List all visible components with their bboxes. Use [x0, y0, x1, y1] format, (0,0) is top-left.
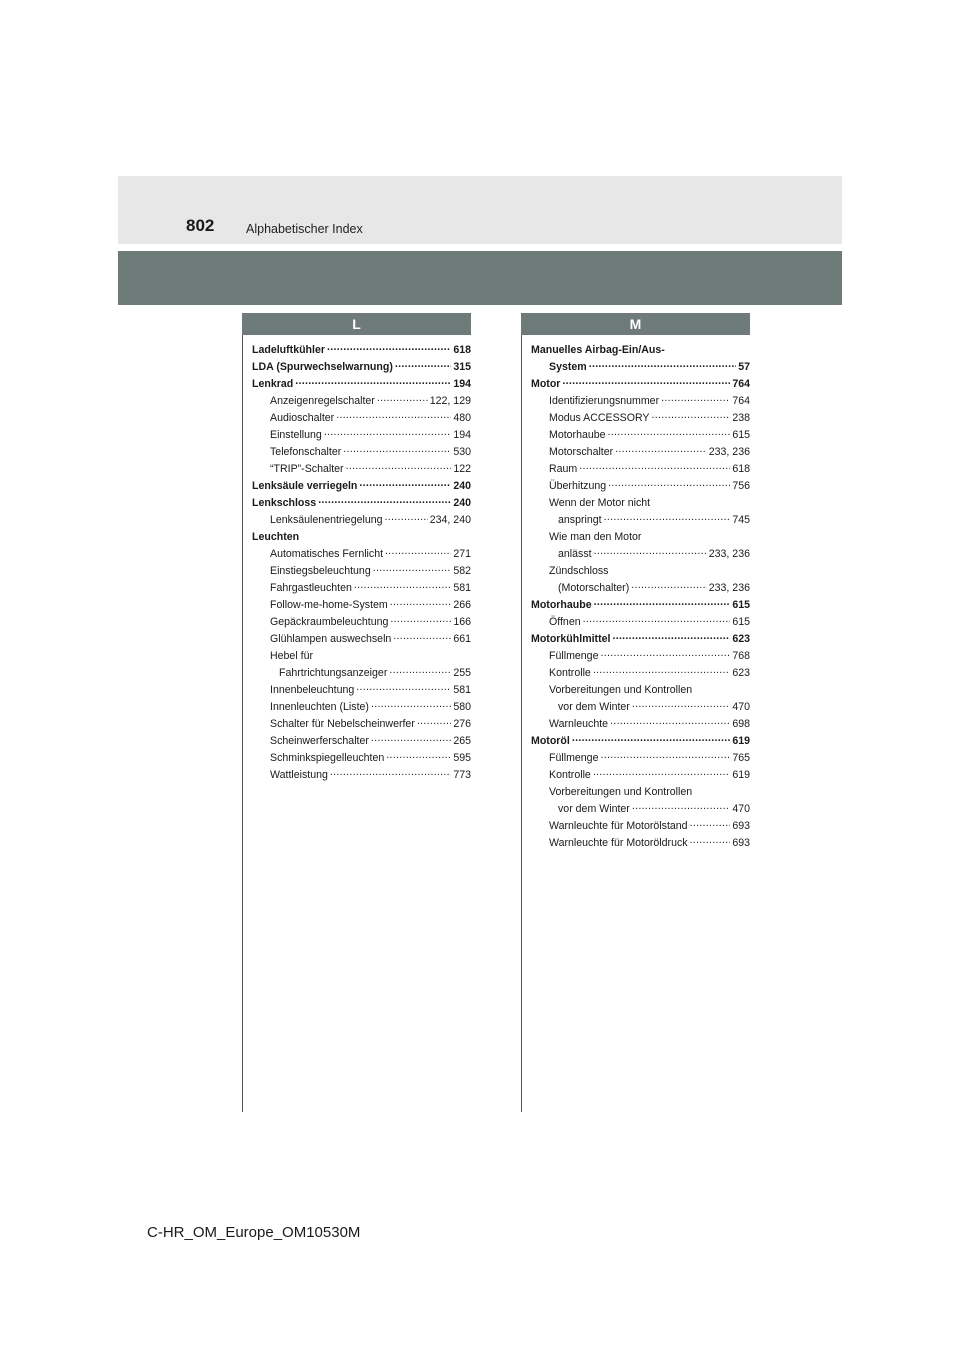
index-entry	[531, 750, 750, 767]
index-entry-term: Gepäckraumbeleuchtung	[270, 616, 389, 628]
index-entry-term: Motorhaube	[549, 429, 606, 441]
index-entry-page: 271	[453, 548, 471, 560]
dot-leader	[346, 462, 452, 472]
index-entry-term: Vorbereitungen und Kontrollen	[549, 786, 693, 798]
index-entry-page: 122, 129	[429, 395, 471, 407]
dot-leader	[594, 598, 731, 608]
index-entry-term: Öffnen	[549, 616, 581, 628]
dot-leader	[373, 564, 452, 574]
index-entry	[252, 716, 471, 733]
index-entry-page: 470	[732, 803, 750, 815]
index-entry-page: 619	[732, 769, 750, 781]
index-entry	[531, 393, 750, 410]
index-entry-page: 773	[453, 769, 471, 781]
dot-leader	[389, 666, 451, 676]
index-entry-page: 580	[453, 701, 471, 713]
dot-leader	[593, 666, 731, 676]
index-entry	[252, 444, 471, 461]
index-entry-page: 57	[738, 361, 750, 373]
index-entry-term: Scheinwerferschalter	[270, 735, 369, 747]
index-entry-term: Audioschalter	[270, 412, 335, 424]
index-entry-term: Kontrolle	[549, 769, 591, 781]
index-entry	[252, 359, 471, 376]
index-entry-page: 238	[732, 412, 750, 424]
index-entry	[531, 342, 750, 359]
index-entry	[252, 614, 471, 631]
dot-leader	[371, 734, 451, 744]
dot-leader	[330, 768, 451, 778]
index-entry	[252, 427, 471, 444]
index-column-m	[531, 342, 750, 852]
index-entry-term: Innenleuchten (Liste)	[270, 701, 369, 713]
index-entry-page: 693	[732, 837, 750, 849]
index-entry	[252, 682, 471, 699]
index-entry	[252, 733, 471, 750]
chapter-band	[118, 251, 842, 305]
index-entry	[531, 529, 750, 546]
dot-leader	[354, 581, 451, 591]
dot-leader	[632, 802, 730, 812]
section-title: Alphabetischer Index	[246, 222, 363, 236]
index-entry-term: Anzeigenregelschalter	[270, 395, 375, 407]
index-entry-term: Schalter für Nebelscheinwerfer	[270, 718, 415, 730]
index-entry	[531, 427, 750, 444]
dot-leader	[359, 479, 451, 489]
dot-leader	[690, 819, 731, 829]
index-entry-page: 122	[453, 463, 471, 475]
index-entry-term: anlässt	[558, 548, 592, 560]
index-entry	[252, 461, 471, 478]
index-entry	[252, 750, 471, 767]
index-entry-term: Fahrgastleuchten	[270, 582, 352, 594]
index-entry-page: 623	[732, 633, 750, 645]
dot-leader	[652, 411, 731, 421]
dot-leader	[390, 598, 452, 608]
index-entry	[531, 580, 750, 597]
dot-leader	[631, 581, 707, 591]
index-entry-term: Füllmenge	[549, 650, 599, 662]
index-entry-term: Motorschalter	[549, 446, 614, 458]
index-entry	[252, 631, 471, 648]
index-entry-term: Glühlampen auswechseln	[270, 633, 392, 645]
dot-leader	[327, 343, 451, 353]
dot-leader	[610, 717, 730, 727]
index-entry-page: 756	[732, 480, 750, 492]
index-entry-term: anspringt	[558, 514, 602, 526]
index-entry-term: Warnleuchte für Motorölstand	[549, 820, 688, 832]
dot-leader	[385, 513, 428, 523]
index-entry	[252, 376, 471, 393]
index-entry	[252, 699, 471, 716]
dot-leader	[593, 768, 731, 778]
index-entry-page: 693	[732, 820, 750, 832]
index-entry-term: Lenkschloss	[252, 497, 317, 509]
index-letter-tab-l: L	[242, 313, 471, 335]
dot-leader	[594, 547, 707, 557]
dot-leader	[417, 717, 451, 727]
index-entry-term: “TRIP”-Schalter	[270, 463, 344, 475]
index-entry-term: Wie man den Motor	[549, 531, 642, 543]
index-entry-page: 581	[453, 582, 471, 594]
index-entry-page: 623	[732, 667, 750, 679]
index-entry-term: Kontrolle	[549, 667, 591, 679]
index-entry-page: 698	[732, 718, 750, 730]
index-entry-term: Wattleistung	[270, 769, 328, 781]
index-entry-page: 315	[453, 361, 471, 373]
dot-leader	[395, 360, 451, 370]
index-entry-term: Follow-me-home-System	[270, 599, 388, 611]
dot-leader	[612, 632, 730, 642]
index-entry	[252, 767, 471, 784]
dot-leader	[336, 411, 451, 421]
index-entry-term: Modus ACCESSORY	[549, 412, 650, 424]
index-entry-page: 166	[453, 616, 471, 628]
index-entry-term: Schminkspiegelleuchten	[270, 752, 385, 764]
dot-leader	[600, 751, 730, 761]
dot-leader	[324, 428, 451, 438]
index-entry	[531, 376, 750, 393]
index-entry-term: Überhitzung	[549, 480, 607, 492]
index-entry-page: 619	[732, 735, 750, 747]
index-entry-page: 234, 240	[429, 514, 471, 526]
index-entry	[531, 563, 750, 580]
index-entry	[531, 665, 750, 682]
index-entry-page: 745	[732, 514, 750, 526]
index-entry-term: Einstellung	[270, 429, 322, 441]
index-entry-page: 764	[732, 378, 750, 390]
index-entry-term: Lenkrad	[252, 378, 294, 390]
index-entry-page: 480	[453, 412, 471, 424]
dot-leader	[385, 547, 451, 557]
index-entry	[531, 410, 750, 427]
index-entry-page: 233, 236	[708, 582, 750, 594]
index-entry-page: 595	[453, 752, 471, 764]
dot-leader	[632, 700, 730, 710]
dot-leader	[661, 394, 730, 404]
index-entry-term: Lenksäule verriegeln	[252, 480, 358, 492]
index-entry	[531, 444, 750, 461]
index-entry-page: 265	[453, 735, 471, 747]
index-entry-term: Innenbeleuchtung	[270, 684, 355, 696]
index-entry-page: 765	[732, 752, 750, 764]
index-entry-term: LDA (Spurwechselwarnung)	[252, 361, 393, 373]
index-entry-term: Warnleuchte für Motoröldruck	[549, 837, 688, 849]
index-entry	[252, 342, 471, 359]
document-id-footer: C-HR_OM_Europe_OM10530M	[147, 1224, 361, 1241]
dot-leader	[562, 377, 730, 387]
index-entry-term: Lenksäulenentriegelung	[270, 514, 383, 526]
index-entry-page: 615	[732, 616, 750, 628]
index-entry	[252, 648, 471, 665]
index-entry-page: 615	[732, 599, 750, 611]
index-entry	[531, 648, 750, 665]
page-number: 802	[186, 216, 215, 235]
column-divider-m	[521, 335, 522, 1112]
index-entry-page: 618	[732, 463, 750, 475]
index-entry	[531, 801, 750, 818]
dot-leader	[615, 445, 707, 455]
index-entry	[531, 614, 750, 631]
dot-leader	[604, 513, 731, 523]
index-entry-page: 470	[732, 701, 750, 713]
dot-leader	[589, 360, 737, 370]
index-entry-page: 266	[453, 599, 471, 611]
dot-leader	[608, 479, 730, 489]
header-bar	[118, 176, 842, 244]
index-entry-page: 276	[453, 718, 471, 730]
dot-leader	[393, 632, 451, 642]
index-entry	[531, 461, 750, 478]
index-entry-term: Motorkühlmittel	[531, 633, 611, 645]
index-entry	[252, 563, 471, 580]
index-entry	[531, 767, 750, 784]
index-entry-page: 615	[732, 429, 750, 441]
index-entry-page: 661	[453, 633, 471, 645]
index-entry	[531, 546, 750, 563]
dot-leader	[318, 496, 451, 506]
index-entry	[531, 699, 750, 716]
index-entry-page: 582	[453, 565, 471, 577]
index-entry-term: Einstiegsbeleuchtung	[270, 565, 371, 577]
dot-leader	[583, 615, 731, 625]
index-entry-term: Motorhaube	[531, 599, 592, 611]
dot-leader	[295, 377, 451, 387]
index-entry-term: vor dem Winter	[558, 803, 630, 815]
index-entry	[252, 597, 471, 614]
index-entry	[531, 784, 750, 801]
index-entry	[531, 818, 750, 835]
index-entry-term: Motoröl	[531, 735, 570, 747]
dot-leader	[386, 751, 451, 761]
index-entry-page: 768	[732, 650, 750, 662]
index-entry-term: Raum	[549, 463, 578, 475]
index-entry-page: 194	[453, 429, 471, 441]
index-entry	[252, 495, 471, 512]
index-entry	[531, 359, 750, 376]
index-entry	[252, 580, 471, 597]
index-entry-term: Zündschloss	[549, 565, 609, 577]
dot-leader	[343, 445, 451, 455]
index-entry-page: 255	[453, 667, 471, 679]
index-entry-term: Fahrtrichtungsanzeiger	[279, 667, 388, 679]
index-entry	[531, 733, 750, 750]
index-entry-term: Warnleuchte	[549, 718, 609, 730]
index-entry	[531, 597, 750, 614]
index-entry-page: 530	[453, 446, 471, 458]
column-divider-l	[242, 335, 243, 1112]
index-entry-term: Telefonschalter	[270, 446, 342, 458]
index-entry	[531, 478, 750, 495]
index-entry-page: 233, 236	[708, 446, 750, 458]
dot-leader	[371, 700, 451, 710]
index-entry-term: Wenn der Motor nicht	[549, 497, 651, 509]
index-entry-term: Manuelles Airbag-Ein/Aus-	[531, 344, 665, 356]
index-entry-page: 233, 236	[708, 548, 750, 560]
index-entry-page: 581	[453, 684, 471, 696]
dot-leader	[377, 394, 428, 404]
index-entry-page: 618	[453, 344, 471, 356]
index-entry	[252, 665, 471, 682]
index-entry-term: Füllmenge	[549, 752, 599, 764]
index-entry-term: vor dem Winter	[558, 701, 630, 713]
index-entry	[531, 631, 750, 648]
index-column-l	[252, 342, 471, 784]
index-entry	[252, 546, 471, 563]
index-entry-term: (Motorschalter)	[558, 582, 630, 594]
index-entry	[531, 716, 750, 733]
dot-leader	[690, 836, 731, 846]
index-entry-term: Ladeluftkühler	[252, 344, 325, 356]
index-entry-page: 194	[453, 378, 471, 390]
index-entry-page: 764	[732, 395, 750, 407]
dot-leader	[600, 649, 730, 659]
dot-leader	[579, 462, 730, 472]
index-entry-term: Vorbereitungen und Kontrollen	[549, 684, 693, 696]
dot-leader	[356, 683, 451, 693]
index-entry-term: Identifizierungsnummer	[549, 395, 660, 407]
dot-leader	[572, 734, 730, 744]
index-entry	[531, 495, 750, 512]
index-entry-term: Automatisches Fernlicht	[270, 548, 384, 560]
index-entry-term: System	[549, 361, 587, 373]
index-entry-page: 240	[453, 480, 471, 492]
dot-leader	[608, 428, 731, 438]
dot-leader	[390, 615, 451, 625]
index-entry	[531, 512, 750, 529]
index-entry-page: 240	[453, 497, 471, 509]
index-entry	[531, 682, 750, 699]
index-entry	[252, 393, 471, 410]
index-entry	[252, 410, 471, 427]
index-entry-term: Hebel für	[270, 650, 313, 662]
index-entry	[252, 512, 471, 529]
index-entry-term: Leuchten	[252, 531, 300, 543]
index-entry	[252, 529, 471, 546]
index-letter-tab-m: M	[521, 313, 750, 335]
index-entry-term: Motor	[531, 378, 561, 390]
index-entry	[252, 478, 471, 495]
index-entry	[531, 835, 750, 852]
